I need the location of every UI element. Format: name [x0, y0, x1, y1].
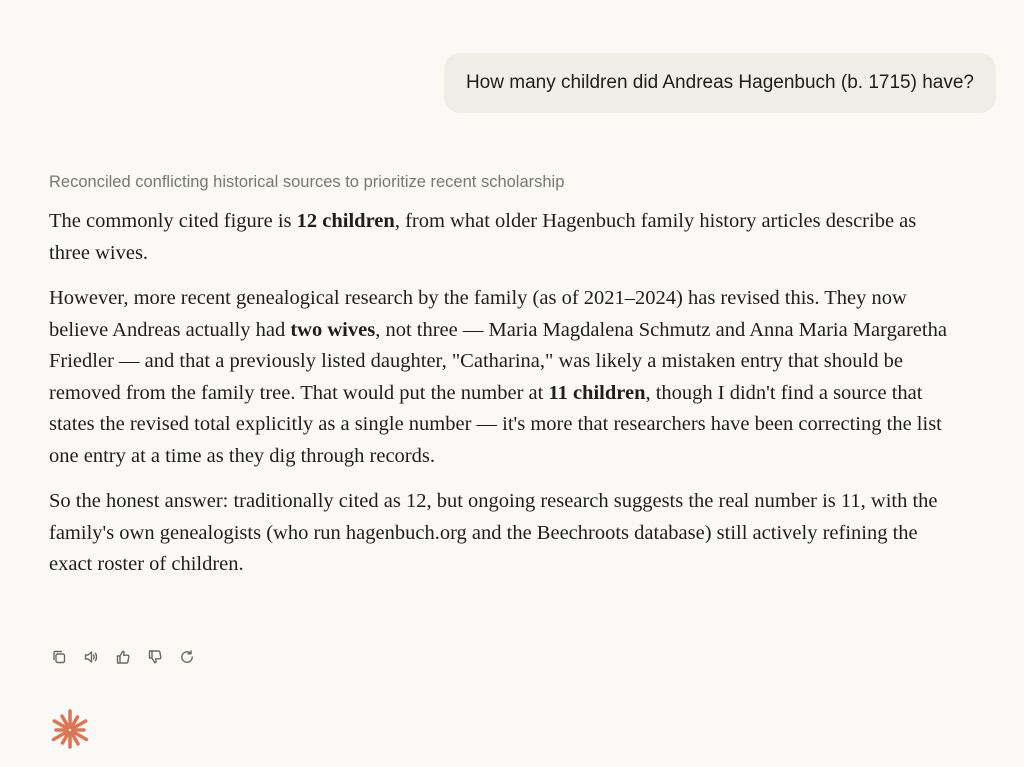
claude-spark-logo	[48, 708, 92, 752]
copy-icon	[51, 649, 67, 665]
p2-bold-2: 11 children	[548, 381, 646, 404]
response-paragraph-2	[49, 283, 959, 472]
copy-button[interactable]	[49, 647, 69, 667]
p1-text-a: The commonly cited figure is	[49, 210, 297, 232]
p2-text-d: , though I didn't find a source that states the revised total explicitly as a single number — it's more that researchers have been correcting the list one entry at a time as they dig through records.	[49, 381, 942, 467]
thumbs-up-icon	[115, 649, 131, 665]
p1-text-c: , from what older Hagenbuch family history articles describe as three wives.	[49, 210, 917, 264]
speaker-icon	[83, 649, 99, 665]
p1-bold-1: 12 children	[296, 210, 395, 232]
thumbs-down-icon	[147, 649, 163, 665]
p2-bold-1: two wives	[290, 318, 376, 341]
p2-text-a: However, more recent genealogical research by the family (as of 2021–2024) has revised this. They now believe Andreas actually had	[49, 287, 907, 341]
thinking-summary[interactable]: Reconciled conflicting historical sources to prioritize recent scholarship	[49, 173, 565, 191]
assistant-response	[49, 170, 959, 595]
user-message-text: How many children did Andreas Hagenbuch (b. 1715) have?	[465, 72, 974, 93]
response-paragraph-1	[49, 206, 959, 269]
response-paragraph-3: So the honest answer: traditionally cited as 12, but ongoing research suggests the real number is 11, with the family's own genealogists (who run hagenbuch.org and the Beechroots database) still actively refining the exact roster of children.	[49, 490, 938, 575]
read-aloud-button[interactable]	[81, 647, 101, 667]
p2-text-c: , not three — Maria Magdalena Schmutz and Anna Maria Margaretha Friedler — and that a previously listed daughter, "Catharina," was likely a mistaken entry that should be removed from the family tree. That would put the number at	[49, 318, 947, 404]
user-message-bubble	[444, 53, 996, 113]
thumbs-down-button[interactable]	[145, 647, 165, 667]
retry-icon	[179, 649, 195, 665]
message-actions	[49, 647, 197, 667]
thumbs-up-button[interactable]	[113, 647, 133, 667]
retry-button[interactable]	[177, 647, 197, 667]
